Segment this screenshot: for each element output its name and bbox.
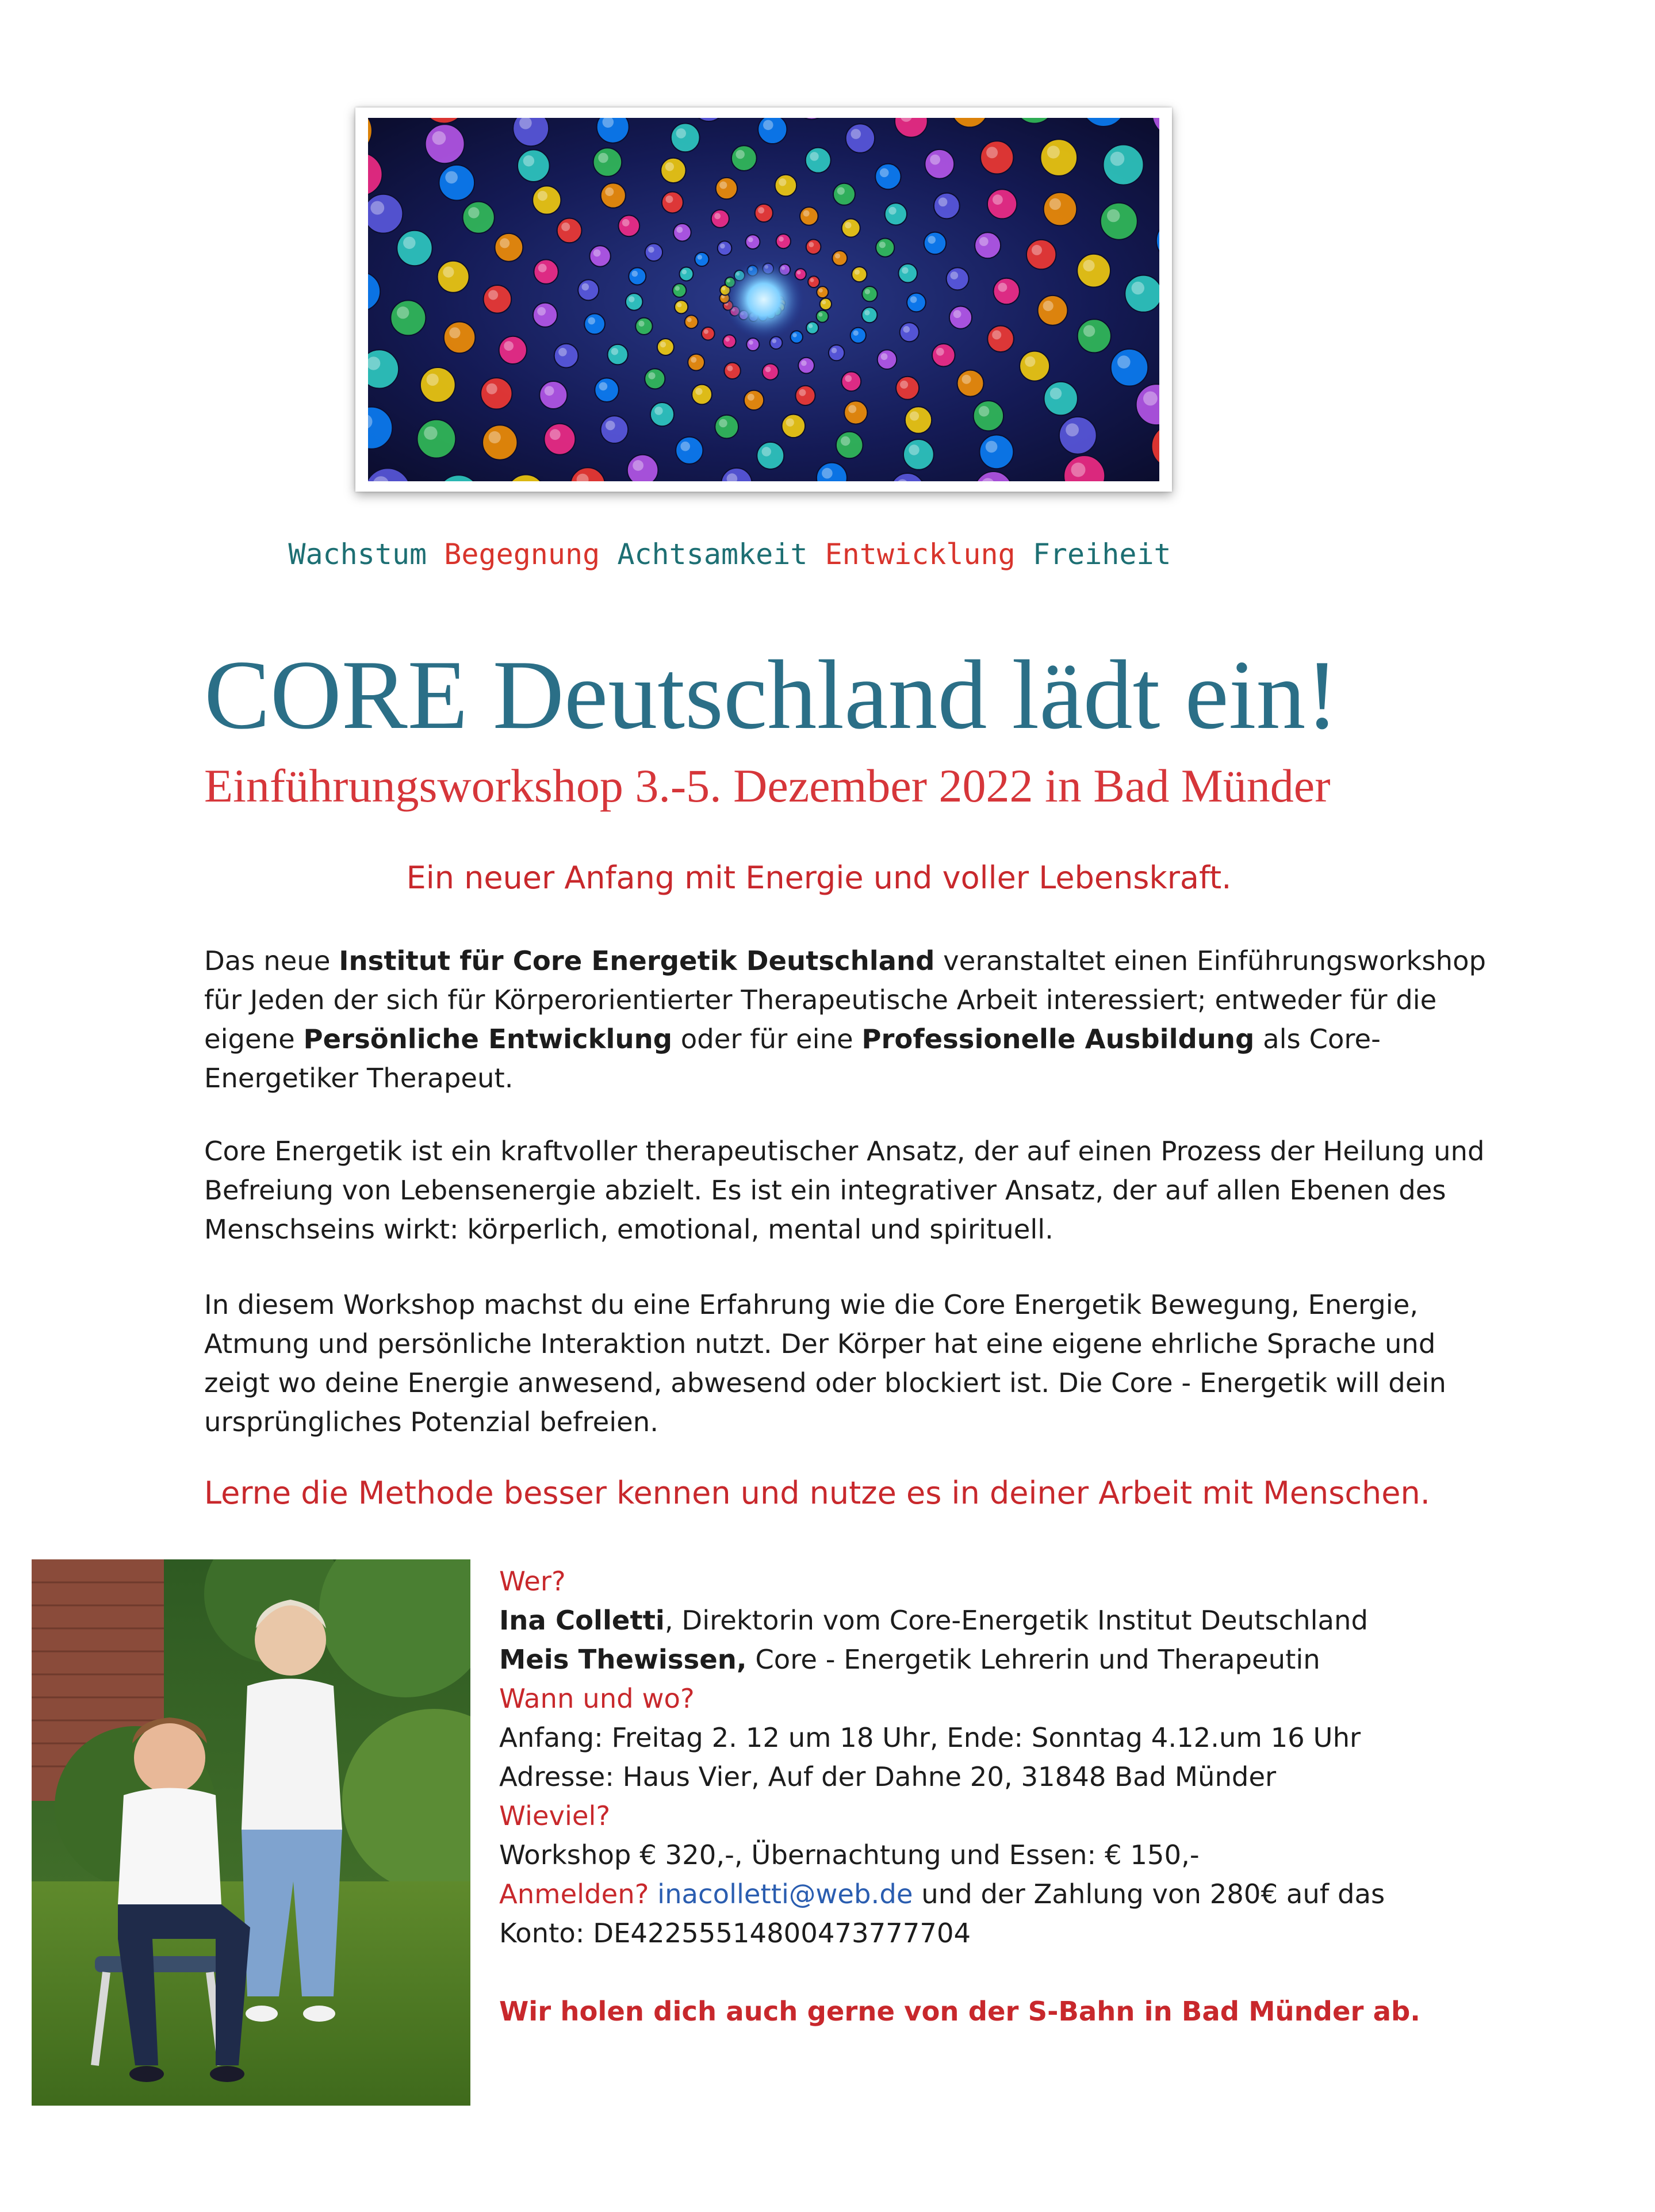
values-line [0,538,1655,571]
value-word: Wachstum [288,538,427,571]
person-2-role: Core - Energetik Lehrerin und Therapeutin [746,1644,1320,1675]
value-word: Entwicklung [825,538,1016,571]
page-title: CORE Deutschland lädt ein! [204,641,1339,750]
cost-label: Wieviel? [499,1800,611,1831]
intro-text: veranstaltet einen Einführungsworkshop für Jeden der sich für Körperorientierter Therapeutische Arbeit interessiert; entweder für die eigene [204,945,1487,1055]
person-1-role: , Direktorin vom Core-Energetik Institut Deutschland [664,1605,1369,1636]
page-subtitle: Einführungsworkshop 3.-5. Dezember 2022 in Bad Münder [204,760,1331,812]
account-line: Konto: DE42255514800473777704 [499,1918,971,1949]
value-word: Achtsamkeit [617,538,808,571]
pickup-note: Wir holen dich auch gerne von der S-Bahn in Bad Münder ab. [499,1996,1420,2027]
intro-text: als Core-Energetiker Therapeut. [204,1023,1381,1094]
register-line [499,1874,1592,1914]
personal-development: Persönliche Entwicklung [303,1023,672,1055]
description-paragraph: Core Energetik ist ein kraftvoller therapeutischer Ansatz, der auf einen Prozess der Heilung und Befreiung von Lebensenergie abzielt. Es ist ein integrativer Ansatz, der auf allen Ebenen des Menschseins wirkt: körperlich, emotional, mental und spirituell. [204,1136,1485,1245]
who-label: Wer? [499,1566,566,1597]
teachers-photo-image [32,1559,470,2106]
payment-text: und der Zahlung von 280€ auf das [913,1879,1385,1910]
teachers-photo [32,1559,470,2106]
call-to-action: Lerne die Methode besser kennen und nutze es in deiner Arbeit mit Menschen. [204,1475,1430,1511]
event-info [499,1562,1592,2031]
event-time: Anfang: Freitag 2. 12 um 18 Uhr, Ende: Sonntag 4.12.um 16 Uhr [499,1722,1361,1753]
person-1 [499,1601,1592,1640]
person-1-name: Ina Colletti [499,1605,665,1636]
banner-image [355,108,1172,492]
intro-text: Das neue [204,945,339,976]
value-word: Freiheit [1032,538,1171,571]
event-cost: Workshop € 320,-, Übernachtung und Essen: € 150,- [499,1839,1200,1870]
fractal-spiral-image [368,118,1159,481]
email-link[interactable]: inacolletti@web.de [657,1879,913,1910]
value-word: Begegnung [444,538,600,571]
workshop-paragraph: In diesem Workshop machst du eine Erfahrung wie die Core Energetik Bewegung, Energie, Atmung und persönliche Interaktion nutzt. Der Körper hat eine eigene ehrliche Sprache und zeigt wo deine Energie anwesend, abwesend oder blockiert ist. Die Core - Energetik will dein ursprüngliches Potenzial befreien. [204,1289,1446,1437]
tagline: Ein neuer Anfang mit Energie und voller Lebenskraft. [406,860,1232,896]
when-label: Wann und wo? [499,1683,695,1714]
intro-paragraph [204,941,1495,1098]
person-2 [499,1640,1592,1679]
institute-name: Institut für Core Energetik Deutschland [339,945,935,976]
professional-training: Professionelle Ausbildung [861,1023,1255,1055]
person-2-name: Meis Thewissen, [499,1644,747,1675]
event-address: Adresse: Haus Vier, Auf der Dahne 20, 31848 Bad Münder [499,1761,1277,1792]
intro-text: oder für eine [672,1023,862,1055]
register-label: Anmelden? [499,1879,649,1910]
